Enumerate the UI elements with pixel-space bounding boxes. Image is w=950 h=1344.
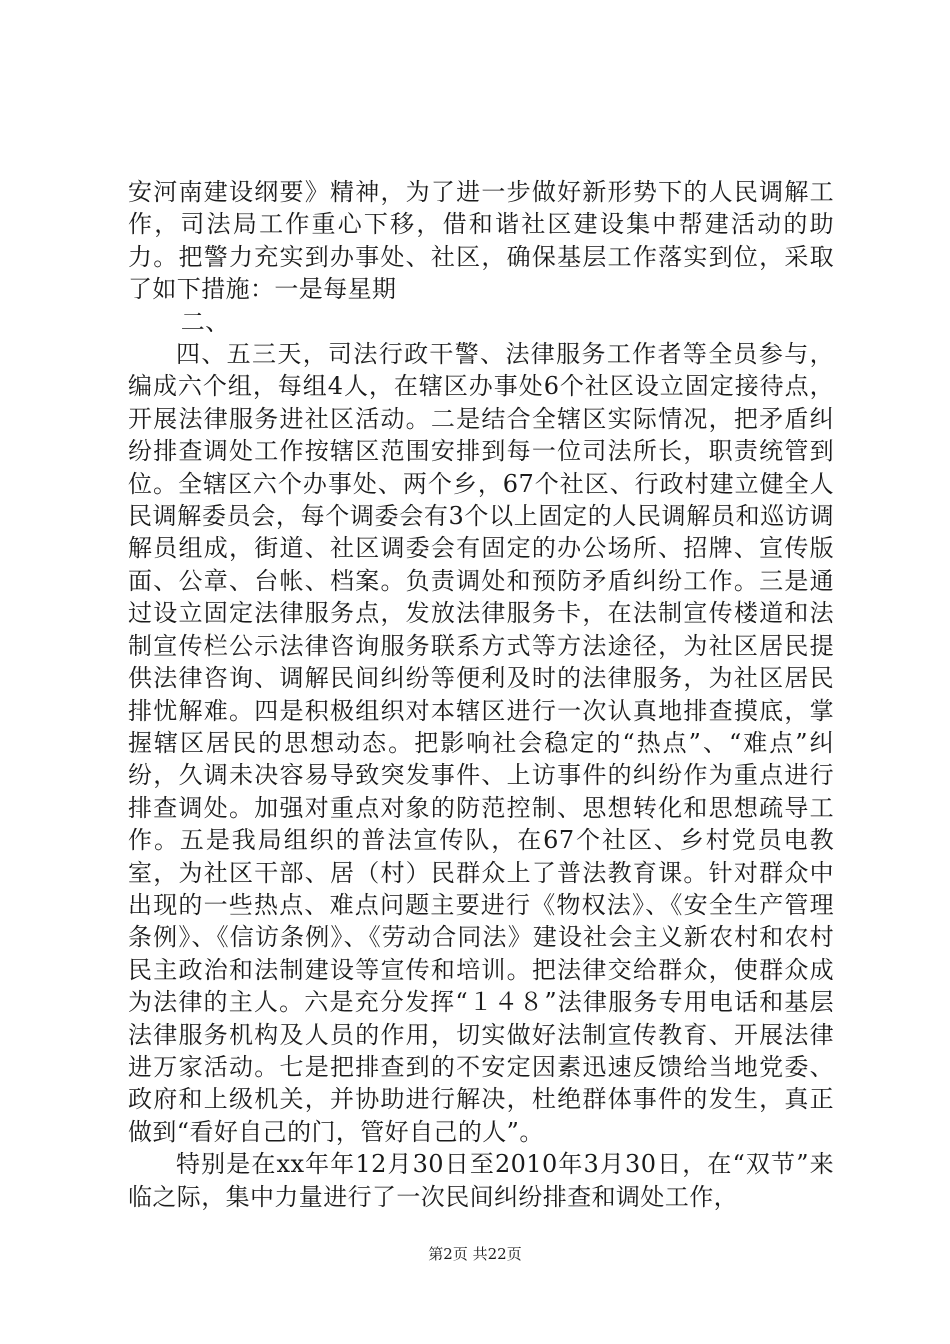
paragraph-2: 二、 <box>180 307 230 336</box>
paragraph-1: 安河南建设纲要》精神，为了进一步做好新形势下的人民调解工作，司法局工作重心下移，借和谐社区建设集中帮建活动的助力。把警力充实到办事处、社区，确保基层工作落实到位，采取了如下措施：一是每星期 <box>128 178 834 304</box>
paragraph-4: 特别是在xx年年12月30日至2010年3月30日，在“双节”来临之际，集中力量进行了一次民间纠纷排查和调处工作， <box>128 1150 834 1211</box>
paragraph-3: 四、五三天，司法行政干警、法律服务工作者等全员参与，编成六个组，每组4人，在辖区办事处6个社区设立固定接待点，开展法律服务进社区活动。二是结合全辖区实际情况，把矛盾纠纷排查调处工作按辖区范围安排到每一位司法所长，职责统管到位。全辖区六个办事处、两个乡，67个社区、行政村建立健全人民调解委员会，每个调委会有3个以上固定的人民调解员和巡访调解员组成，街道、社区调委会有固定的办公场所、招牌、宣传版面、公章、台帐、档案。负责调处和预防矛盾纠纷工作。三是通过设立固定法律服务点，发放法律服务卡，在法制宣传楼道和法制宣传栏公示法律咨询服务联系方式等方法途径，为社区居民提供法律咨询、调解民间纠纷等便利及时的法律服务，为社区居民排忧解难。四是积极组织对本辖区进行一次认真地排查摸底，掌握辖区居民的思想动态。把影响社会稳定的“热点”、“难点”纠纷，久调未决容易导致突发事件、上访事件的纠纷作为重点进行排查调处。加强对重点对象的防范控制、思想转化和思想疏导工作。五是我局组织的普法宣传队，在67个社区、乡村党员电教室，为社区干部、居（村）民群众上了普法教育课。针对群众中出现的一些热点、难点问题主要进行《物权法》、《安全生产管理条例》、《信访条例》、《劳动合同法》建设社会主义新农村和农村民主政治和法制建设等宣传和培训。把法律交给群众，使群众成为法律的主人。六是充分发挥“１４８”法律服务专用电话和基层法律服务机构及人员的作用，切实做好法制宣传教育、开展法律进万家活动。七是把排查到的不安定因素迅速反馈给当地党委、政府和上级机关，并协助进行解决，杜绝群体事件的发生，真正做到“看好自己的门，管好自己的人”。 <box>128 340 834 1146</box>
document-body <box>128 176 834 1213</box>
page-footer: 第2页 共22页 <box>428 1245 522 1263</box>
